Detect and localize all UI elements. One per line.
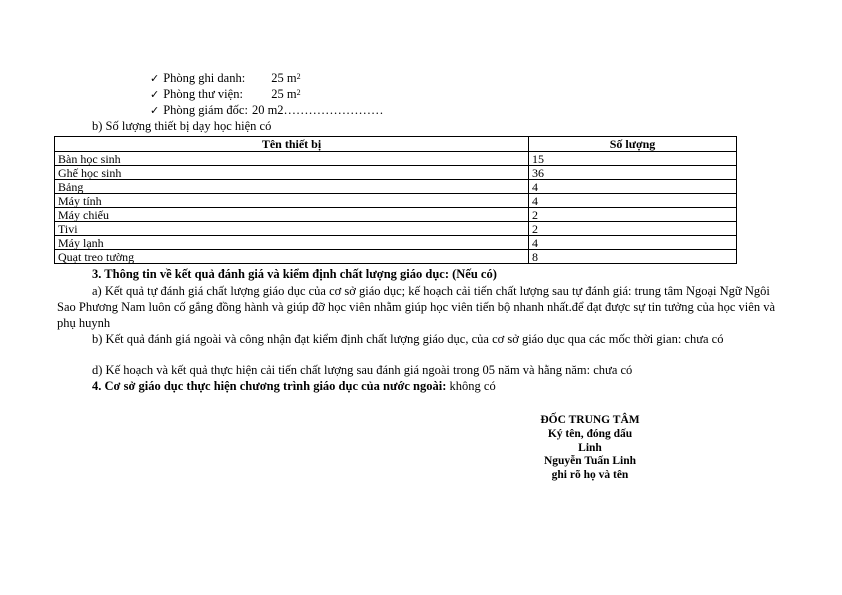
room-value: 25 m (271, 87, 297, 101)
room-item-director (150, 103, 384, 118)
equipment-name: Bảng (55, 180, 529, 194)
signature-name: Nguyễn Tuấn Linh (543, 455, 637, 467)
equipment-table (54, 136, 737, 264)
table-row (55, 222, 737, 236)
room-label: Phòng thư viện: (163, 87, 243, 101)
room-value: 25 m (271, 71, 297, 85)
equipment-name: Máy lạnh (55, 236, 529, 250)
table-header-row (55, 137, 737, 152)
equipment-name: Ghế học sinh (55, 166, 529, 180)
checkmark-icon: ✓ (150, 104, 160, 117)
section3-item-d: d) Kế hoạch và kết quả thực hiện cải tiến chất lượng sau đánh giá ngoài trong 05 năm và hằng năm: chưa có (92, 363, 633, 377)
checkmark-icon: ✓ (150, 72, 160, 85)
section3-item-a: a) Kết quả tự đánh giá chất lượng giáo dục của cơ sở giáo dục; kế hoạch cải tiến chất lượng sau tự đánh giá: trung tâm Ngoại Ngữ Ngôi Sao Phương Nam luôn cố gắng đồng hành và giúp đỡ học viên nhằm giúp học viên tiến bộ nhanh nhất.để đạt được sự tin tưởng của học viên và phụ huynh (57, 284, 775, 330)
section4-title: 4. Cơ sở giáo dục thực hiện chương trình giáo dục của nước ngoài: (92, 379, 447, 393)
section4-value: không có (446, 379, 496, 393)
equipment-name: Máy chiếu (55, 208, 529, 222)
table-row (55, 194, 737, 208)
equipment-quantity: 4 (529, 236, 737, 250)
room-unit-sup: 2 (296, 88, 301, 97)
equipment-quantity: 2 (529, 222, 737, 236)
signature-title: ĐỐC TRUNG TÂM (540, 414, 640, 426)
equipment-quantity: 4 (529, 194, 737, 208)
room-item-registration (150, 71, 301, 86)
column-header-quantity: Số lượng (529, 137, 737, 152)
room-label: Phòng ghi danh: (163, 71, 246, 85)
table-row (55, 166, 737, 180)
section4 (92, 379, 496, 394)
table-row (55, 236, 737, 250)
room-item-library (150, 87, 301, 102)
equipment-quantity: 36 (529, 166, 737, 180)
equipment-quantity: 8 (529, 250, 737, 264)
room-value: 20 m2…………………… (251, 103, 384, 117)
checkmark-icon: ✓ (150, 88, 160, 101)
equipment-name: Máy tính (55, 194, 529, 208)
section3-title: 3. Thông tin về kết quả đánh giá và kiểm định chất lượng giáo dục: (Nếu có) (92, 267, 497, 281)
table-row (55, 180, 737, 194)
signature-line3: ghi rõ họ và tên (551, 469, 629, 481)
equipment-quantity: 2 (529, 208, 737, 222)
signature-line2: Linh (578, 442, 602, 454)
equipment-name: Tivi (55, 222, 529, 236)
equipment-name: Quạt treo tường (55, 250, 529, 264)
table-row (55, 152, 737, 166)
room-unit-sup: 2 (296, 72, 301, 81)
equipment-quantity: 4 (529, 180, 737, 194)
section3-item-b: b) Kết quả đánh giá ngoài và công nhận đạt kiểm định chất lượng giáo dục, của cơ sở giáo dục qua các mốc thời gian: chưa có (92, 332, 724, 346)
room-label: Phòng giám đốc: (163, 103, 248, 117)
signature-line1: Ký tên, đóng dấu (547, 428, 633, 440)
column-header-name: Tên thiết bị (55, 137, 529, 152)
equipment-heading: b) Số lượng thiết bị dạy học hiện có (92, 119, 272, 133)
equipment-name: Bàn học sinh (55, 152, 529, 166)
table-row (55, 250, 737, 264)
table-row (55, 208, 737, 222)
equipment-quantity: 15 (529, 152, 737, 166)
